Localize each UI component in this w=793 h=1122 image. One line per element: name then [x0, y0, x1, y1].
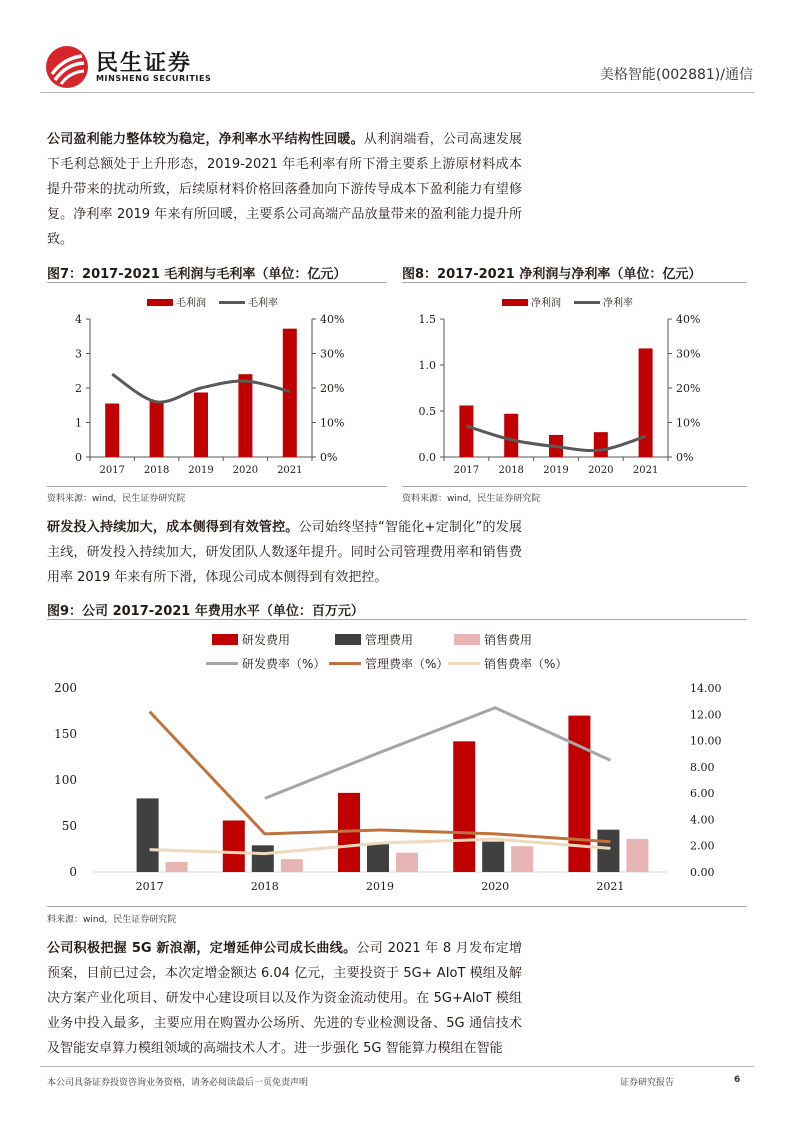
legend-label: 净利率 — [603, 298, 633, 309]
legend-swatch-bar — [335, 634, 361, 645]
brand-name: 民生证券 — [96, 51, 193, 76]
y-tick-label-left: 0 — [69, 865, 77, 879]
paragraph-lead: 公司积极把握 5G 新浪潮，定增延伸公司成长曲线。 — [47, 941, 357, 956]
x-tick-label: 2020 — [232, 465, 259, 476]
x-tick-label: 2018 — [498, 465, 524, 476]
figure-divider — [402, 282, 747, 283]
legend-swatch-bar — [147, 299, 173, 306]
paragraph-5g — [47, 936, 522, 1061]
bar-销售费用 — [511, 846, 533, 872]
x-tick-label: 2017 — [99, 465, 125, 476]
legend-label: 毛利率 — [248, 298, 278, 309]
y-tick-label-right: 8.00 — [690, 760, 715, 774]
figure-source: 资料来源：wind，民生证券研究院 — [47, 494, 186, 504]
y-tick-label-right: 40% — [676, 313, 701, 326]
figure-divider — [47, 906, 747, 907]
legend-swatch-bar — [212, 634, 238, 645]
bar-销售费用 — [626, 839, 648, 872]
x-tick-label: 2017 — [453, 465, 480, 476]
paragraph-body: 公司始终坚持“智能化+定制化”的发展主线，研发投入持续加大，研发团队人数逐年提升。同时公司管理费用率和销售费用率 2019 年来有所下滑，体现公司成本侧得到有效把控。 — [47, 520, 522, 585]
figure-title: 图7：2017-2021 毛利润与毛利率（单位：亿元） — [47, 267, 347, 282]
x-tick-label: 2020 — [481, 880, 510, 893]
chart-gross-profit — [47, 292, 387, 484]
figure-title: 图8：2017-2021 净利润与净利率（单位：亿元） — [402, 267, 702, 282]
y-tick-label-left: 1 — [75, 416, 82, 430]
bar-管理费用 — [137, 798, 159, 872]
legend-label: 管理费用 — [365, 633, 414, 647]
y-tick-label-right: 10.00 — [690, 734, 722, 748]
chart-legend — [502, 296, 633, 309]
chart-expenses — [47, 625, 747, 903]
figure-divider — [402, 486, 747, 487]
paragraph-body: 从利润端看，公司高速发展下毛利总额处于上升形态，2019-2021 年毛利率有所下滑主要系上游原材料成本提升带来的扰动所致，后续原材料价格回落叠加向下游传导成本下盈利能力有望修复。净利率 2019 年来有所回暖，主要系公司高端产品放量带来的盈利能力提升所致。 — [47, 132, 522, 247]
bar-销售费用 — [396, 853, 418, 872]
bar-管理费用 — [252, 845, 274, 872]
y-tick-label-left: 2 — [75, 382, 82, 395]
x-tick-label: 2019 — [543, 465, 569, 476]
legend-label: 净利润 — [531, 298, 561, 309]
chart-legend — [206, 632, 567, 671]
x-tick-label: 2019 — [188, 465, 214, 476]
x-tick-label: 2021 — [632, 465, 659, 476]
page-number: 6 — [734, 1075, 741, 1085]
chart-legend — [147, 296, 278, 309]
x-tick-label: 2021 — [277, 465, 303, 476]
logo-icon — [44, 44, 90, 90]
bar-研发费用 — [223, 820, 245, 872]
y-tick-label-left: 50 — [61, 819, 77, 833]
y-tick-label-right: 20% — [320, 382, 345, 395]
y-tick-label-left: 150 — [54, 727, 77, 741]
bar-毛利润 — [150, 401, 164, 457]
chart-net-profit — [402, 292, 747, 484]
bar-管理费用 — [367, 843, 389, 872]
y-tick-label-right: 10% — [676, 416, 701, 430]
y-tick-label-right: 10% — [320, 416, 345, 430]
bar-毛利润 — [105, 404, 119, 457]
bar-毛利润 — [194, 392, 208, 457]
x-tick-label: 2018 — [250, 880, 279, 893]
y-tick-label-left: 100 — [54, 773, 77, 787]
bar-净利润 — [594, 432, 608, 457]
y-tick-label-right: 0% — [320, 451, 338, 464]
brand-name-en: MINSHENG SECURITIES — [96, 74, 212, 83]
header-divider — [40, 92, 754, 93]
y-tick-label-right: 20% — [676, 382, 701, 395]
footer-divider — [40, 1066, 754, 1067]
bar-销售费用 — [281, 859, 303, 872]
footer-disclaimer: 本公司具备证券投资咨询业务资格，请务必阅读最后一页免责声明 — [47, 1078, 309, 1088]
y-tick-label-left: 200 — [54, 681, 77, 695]
paragraph-rnd — [47, 515, 522, 590]
bar-净利润 — [459, 405, 473, 457]
figure-divider — [47, 486, 387, 487]
x-tick-label: 2019 — [366, 880, 394, 893]
bar-毛利润 — [238, 374, 252, 457]
bar-销售费用 — [166, 862, 188, 872]
y-tick-label-left: 4 — [75, 313, 82, 326]
paragraph-lead: 公司盈利能力整体较为稳定，净利率水平结构性回暖。 — [47, 132, 364, 147]
paragraph-profitability — [47, 127, 522, 252]
bar-净利润 — [639, 348, 653, 457]
bar-研发费用 — [453, 741, 475, 872]
y-tick-label-left: 0.5 — [418, 405, 436, 418]
stock-label: 美格智能(002881)/通信 — [599, 67, 753, 83]
y-tick-label-right: 2.00 — [690, 839, 715, 853]
footer-report-type: 证券研究报告 — [620, 1078, 675, 1088]
figure-divider — [47, 619, 747, 620]
legend-swatch-bar — [454, 634, 480, 645]
legend-label: 销售费用 — [484, 633, 533, 647]
y-tick-label-right: 30% — [320, 347, 345, 361]
bar-毛利润 — [283, 329, 297, 457]
legend-label: 研发费率（%） — [242, 657, 326, 671]
y-tick-label-right: 0.00 — [690, 866, 715, 879]
line-管理费率（%） — [150, 712, 611, 842]
y-tick-label-right: 14.00 — [690, 682, 722, 695]
figure-source: 料来源：wind，民生证券研究院 — [47, 915, 177, 925]
y-tick-label-right: 6.00 — [690, 787, 715, 801]
paragraph-body: 公司 2021 年 8 月发布定增预案，目前已过会，本次定增金额达 6.04 亿元，主要投资于 5G+ AIoT 模组及解决方案产业化项目、研发中心建设项目以及作为资金流动使用。在 5G+AIoT 模组业务中投入最多，主要应用在购置办公场所、先进的专业检测设备、5G 通信技术及智能安卓算力模组领域的高端技术人才。进一步强化 5G 智能算力模组在智能 — [47, 941, 522, 1056]
figure-source: 资料来源：wind，民生证券研究院 — [402, 494, 541, 504]
y-tick-label-right: 30% — [676, 347, 701, 361]
figure-title: 图9：公司 2017-2021 年费用水平（单位：百万元） — [47, 604, 364, 619]
y-tick-label-left: 1.5 — [418, 313, 436, 326]
y-tick-label-right: 12.00 — [690, 708, 722, 722]
x-tick-label: 2021 — [596, 880, 625, 893]
y-tick-label-left: 1.0 — [418, 359, 436, 372]
x-tick-label: 2018 — [143, 465, 170, 476]
legend-label: 销售费率（%） — [484, 657, 568, 671]
bar-研发费用 — [568, 716, 590, 872]
y-tick-label-left: 0 — [75, 451, 82, 464]
bar-净利润 — [504, 414, 518, 457]
y-tick-label-left: 0.0 — [418, 451, 436, 464]
legend-label: 毛利润 — [176, 298, 206, 309]
x-tick-label: 2017 — [135, 880, 164, 893]
y-tick-label-right: 0% — [676, 451, 694, 464]
bar-管理费用 — [597, 830, 619, 872]
x-tick-label: 2020 — [588, 465, 614, 476]
brand-logo — [44, 44, 90, 90]
paragraph-lead: 研发投入持续加大，成本侧得到有效管控。 — [47, 520, 299, 535]
bar-管理费用 — [482, 842, 504, 872]
legend-label: 管理费率（%） — [365, 657, 449, 671]
figure-divider — [47, 282, 387, 283]
line-研发费率（%） — [265, 708, 611, 799]
y-tick-label-left: 3 — [75, 347, 82, 361]
legend-swatch-bar — [502, 299, 528, 306]
y-tick-label-right: 40% — [320, 313, 345, 326]
legend-label: 研发费用 — [242, 633, 291, 647]
y-tick-label-right: 4.00 — [690, 813, 715, 827]
